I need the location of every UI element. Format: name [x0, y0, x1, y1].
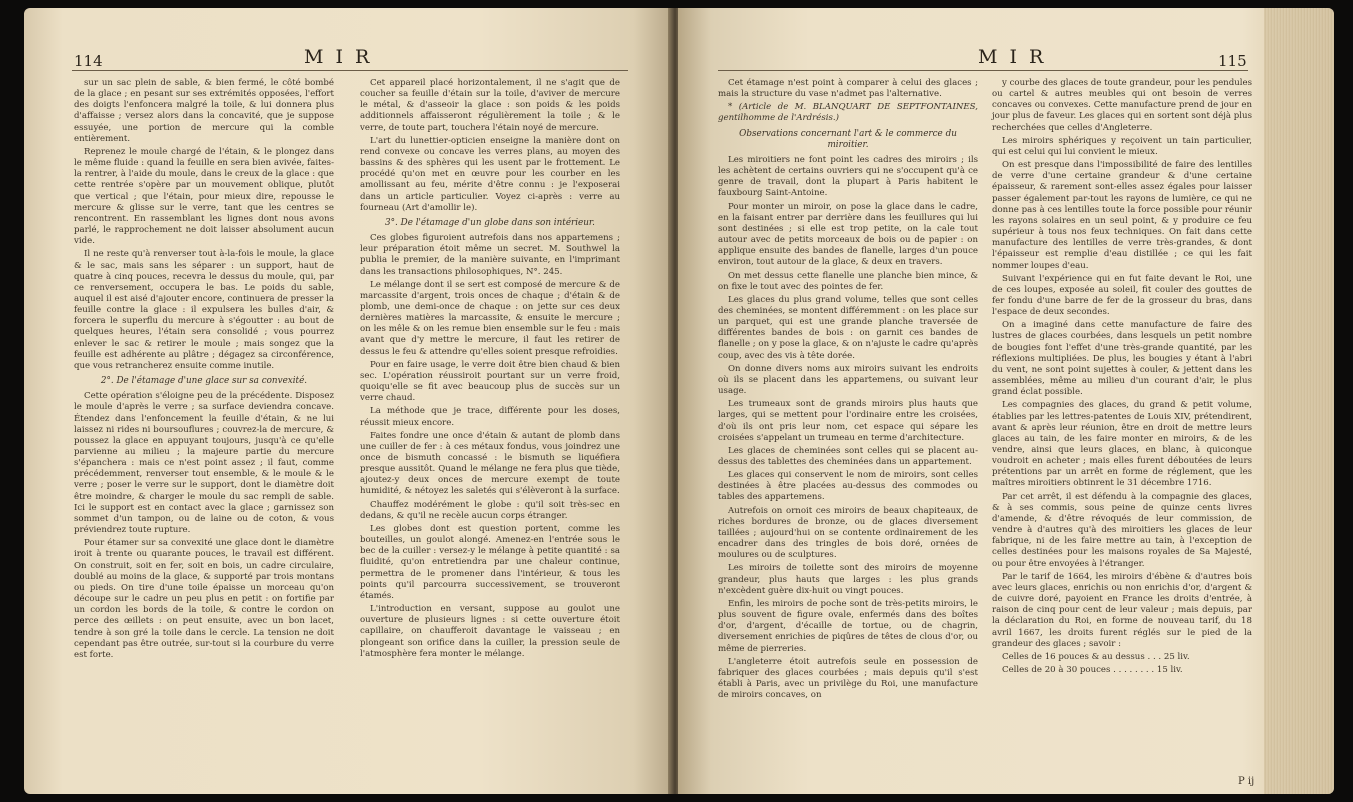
- paragraph: L'art du lunettier-opticien enseigne la manière dont on rend convexe ou concave les verres plans, au moyen des bassins & des sphères qui les usent par le frottement. Le procédé qu'on met en œuvre pour les courber en les amollissant au feu, mérite d'être connu : je l'exposerai dans un article particulier. Voyez ci-après : verre au fourneau (Art d'amollir le).: [360, 135, 620, 213]
- left-head-rule: [72, 70, 628, 71]
- paragraph: Chauffez modérément le globe : qu'il soit très-sec en dedans, & qu'il ne recèle aucun corps étranger.: [360, 499, 620, 521]
- paragraph: La méthode que je trace, différente pour les doses, réussit mieux encore.: [360, 406, 620, 428]
- section-heading: 2°. De l'étamage d'une glace sur sa convexité.: [100, 376, 308, 387]
- left-column-1: [74, 78, 334, 663]
- paragraph: Suivant l'expérience qui en fut faite devant le Roi, une de ces loupes, exposée au soleil, fit couler des gouttes de fer fondu d'une barre de fer de la grosseur du bras, dans l'espace de deux secondes.: [992, 273, 1252, 318]
- paragraph: Il ne reste qu'à renverser tout à-la-fois le moule, la glace & le sac, mais sans les séparer : un support, haut de quatre à cinq pouces, recevra le dessus du moule, qui, par ce renversement, occupera le bas. Le poids du sable, auquel il est aisé d'ajouter encore, continuera de presser la feuille contre la glace : il expulsera les bulles d'air, & forcera le superflu du mercure à s'égoutter : au bout de quelques heures, l'étain sera consolidé ; vous pourrez enlever le sac & retirer le moule ; mais songez que la feuille est adhérente au plâtre ; dégagez sa circonférence, que vous retrancherez ensuite comme inutile.: [74, 249, 334, 371]
- section-heading: Observations concernant l'art & le commerce du miroitier.: [739, 128, 957, 150]
- paragraph: Cet étamage n'est point à comparer à celui des glaces ; mais la structure du vase n'admet pas l'alternative.: [718, 78, 978, 100]
- paragraph: L'introduction en versant, suppose au goulot une ouverture de plusieurs lignes : si cette ouverture étoit capillaire, on chaufferoit davantage le vaisseau ; en plongeant son orifice dans la cuiller, la pression seule de l'atmosphère fera monter le mélange.: [360, 604, 620, 659]
- left-column-2: [360, 78, 620, 662]
- signature-mark: P ij: [1238, 776, 1255, 787]
- right-head-rule: [718, 70, 1248, 71]
- paragraph: Par cet arrêt, il est défendu à la compagnie des glaces, & à ses commis, sous peine de quinze cents livres d'amende, & d'être révoqués de leur commission, de vendre à d'autres qu'à des miroitiers les glaces de leur fabrique, ni de les faire mettre au tain, à l'exception de celles destinées pour les maisons royales de Sa Majesté, ou pour être envoyées à l'étranger.: [992, 491, 1252, 569]
- paragraph: sur un sac plein de sable, & bien fermé, le côté bombé de la glace ; en pesant sur ses extrémités opposées, l'effort des doigts l'enfoncera malgré la toile, & lui donnera plus d'affaisse ; versez alors dans la concavité, que je suppose essuyée, une portion de mercure qui la comble entièrement.: [74, 78, 334, 144]
- paragraph: Les miroirs de toilette sont des miroirs de moyenne grandeur, plus hauts que larges : les plus grands n'excèdent guère dix-huit ou vingt pouces.: [718, 563, 978, 596]
- right-running-head: M I R: [978, 46, 1047, 68]
- paragraph: On a imaginé dans cette manufacture de faire des lustres de glaces courbées, dans lesquels un petit nombre de bougies font l'effet d'une très-grande quantité, par les réflexions multipliées. De plus, les bougies y étant à l'abri du vent, ne sont point sujettes à couler, & jettent dans les assemblées, même au milieu d'un courant d'air, le plus grand éclat possible.: [992, 320, 1252, 398]
- paragraph: Reprenez le moule chargé de l'étain, & le plongez dans le même fluide : quand la feuille en sera bien avivée, faites-la rentrer, à l'aide du moule, dans le creux de la glace : que cette rentrée s'opère par un mouvement oblique, plutôt que vertical ; que l'étain, pour mieux dire, repousse le mercure & glisse sur le verre, tant que les centres se rencontrent. En rassemblant les lignes dont nous avons parlé, le rapprochement ne doit laisser absolument aucun vide.: [74, 146, 334, 247]
- paragraph: Les glaces de cheminées sont celles qui se placent au-dessus des tablettes des cheminées dans un appartement.: [718, 445, 978, 467]
- right-folio: 115: [1218, 52, 1247, 70]
- left-page: [24, 8, 672, 794]
- paragraph: Par le tarif de 1664, les miroirs d'ébène & d'autres bois avec leurs glaces, enrichis ou non enrichis d'or, d'argent & de cuivre doré, payoient en France les droits d'entrée, à raison de cinq pour cent de leur valeur ; mais depuis, par la déclaration du Roi, en forme de nouveau tarif, du 18 avril 1667, les droits furent réglés sur le pied de la grandeur des glaces ; savoir :: [992, 571, 1252, 649]
- paragraph: Faites fondre une once d'étain & autant de plomb dans une cuiller de fer : à ces métaux fondus, vous joindrez une once de bismuth concassé : le bismuth se liquéfiera presque aussitôt. Quand le mélange ne fera plus que tiède, ajoutez-y deux onces de mercure exempt de toute humidité, & nétoyez les saletés qui s'élèveront à la surface.: [360, 430, 620, 497]
- paragraph: Les miroitiers ne font point les cadres des miroirs ; ils les achètent de certains ouvriers qui ne s'occupent qu'à ce genre de travail, dont la plupart à Paris habitent le fauxbourg Saint-Antoine.: [718, 154, 978, 199]
- paragraph: Cette opération s'éloigne peu de la précédente. Disposez le moule d'après le verre ; sa surface deviendra concave. Étendez dans l'enfoncement la feuille d'étain, & ne lui laissez ni rides ni boursouflures ; couvrez-la de mercure, & poussez la glace en appuyant toujours, jusqu'à ce qu'elle parvienne au milieu ; la majeure partie du mercure s'épanchera : mais ce n'est point assez ; il faut, comme précédemment, renverser tout ensemble, & le moule & le verre ; poser le verre sur le support, dont le diamètre doit être moindre, & charger le moule du sac rempli de sable. Ici le support est en contact avec la glace ; garnissez son sommet d'un tampon, ou de laine ou de coton, & vous préviendrez toute rupture.: [74, 391, 334, 536]
- right-page: [678, 8, 1334, 794]
- paragraph: Cet appareil placé horizontalement, il ne s'agit que de coucher sa feuille d'étain sur la toile, d'aviver de mercure le métal, & d'asseoir la glace : son poids & les poids additionnels affaisseront régulièrement la toile ; & le verre, de toute part, touchera l'étain noyé de mercure.: [360, 78, 620, 133]
- section-heading: 3°. De l'étamage d'un globe dans son intérieur.: [385, 217, 595, 228]
- attribution: * (Article de M. BLANQUART DE SEPTFONTAINES, gentilhomme de l'Ardrésis.): [718, 102, 978, 124]
- right-column-1: [718, 78, 978, 703]
- tariff-line: Celles de 16 pouces & au dessus . . . 25 liv.: [1002, 651, 1190, 662]
- paragraph: Les glaces du plus grand volume, telles que sont celles des cheminées, se montent différemment : on les place sur un parquet, qui est une grande planche traversée de différentes bandes de bois : on garnit ces bandes de flanelle ; on y pose la glace, & on n'ajuste le cadre qu'après coup, avec des vis à tête dorée.: [718, 294, 978, 361]
- paragraph: On donne divers noms aux miroirs suivant les endroits où ils se placent dans les appartemens, ou suivant leur usage.: [718, 363, 978, 397]
- paragraph: Pour en faire usage, le verre doit être bien chaud & bien sec. L'opération réussiroit pourtant sur un verre froid, quoiqu'elle se fit avec beaucoup plus de succès sur un verre chaud.: [360, 359, 620, 404]
- paragraph: On est presque dans l'impossibilité de faire des lentilles de verre d'une certaine grandeur & d'une certaine épaisseur, & rarement sont-elles assez égales pour laisser passer également par-tout les rayons de lumière, ce qui ne donne pas à ces lentilles toute la force possible pour réunir les rayons solaires en un seul point, & y produire ce feu supérieur à tous nos feux techniques. On fait dans cette manufacture des lentilles de verre très-grandes, & dont l'épaisseur est remplie d'eau distillée ; ce qui les fait nommer loupes d'eau.: [992, 160, 1252, 271]
- paragraph: Enfin, les miroirs de poche sont de très-petits miroirs, le plus souvent de figure ovale, enfermés dans des boîtes d'or, d'argent, d'écaille de tortue, ou de chagrin, diversement enrichies de piqûres de têtes de clous d'or, ou même de pierreries.: [718, 598, 978, 654]
- tariff-line: Celles de 20 à 30 pouces . . . . . . . . 15 liv.: [1002, 664, 1183, 675]
- right-column-2: [992, 78, 1252, 678]
- paragraph: Pour étamer sur sa convexité une glace dont le diamètre iroit à trente ou quarante pouces, le travail est différent. On construit, soit en fer, soit en bois, un cadre circulaire, doublé au moins de la glace, & supporté par trois montans ou pieds. On tire d'une toile épaisse un morceau qu'on découpe sur le cadre un peu plus en petit : on fortifie par un cordon les bords de la toile, & contre le cordon on perce des œillets : on peut ensuite, avec un bon lacet, tendre à son gré la toile dans le cercle. La tension ne doit cependant pas être outrée, sur-tout si la courbure du verre est forte.: [74, 538, 334, 660]
- left-running-head: M I R: [304, 46, 373, 68]
- paragraph: Les globes dont est question portent, comme les bouteilles, un goulot alongé. Amenez-en l'entrée sous le bec de la cuiller : versez-y le mélange à petite quantité : sa fluidité, qu'on entretiendra par une chaleur continue, permettra de le promener dans l'intérieur, & tous les points qu'il parcourra successivement, se trouveront étamés.: [360, 523, 620, 601]
- paragraph: Les compagnies des glaces, du grand & petit volume, établies par les lettres-patentes de Louis XIV, prétendirent, avant & après leur réunion, être en droit de mettre leurs glaces au tain, de les faire monter en miroirs, & de les vendre, ainsi que leurs glaces, en blanc, à quiconque voudroit en acheter ; mais elles furent déboutées de leurs prétentions par un arrêt en forme de réglement, que les maîtres miroitiers obtinrent le 31 décembre 1716.: [992, 400, 1252, 489]
- open-book: [24, 8, 1334, 794]
- paragraph: Pour monter un miroir, on pose la glace dans le cadre, en la faisant entrer par derrière dans les feuillures qui lui sont destinées ; si elle est trop petite, on la cale tout autour avec de petits morceaux de bois ou de papier : on applique ensuite des bandes de flanelle, larges d'un pouce environ, tout autour de la glace, & deux en travers.: [718, 201, 978, 268]
- paragraph: Le mélange dont il se sert est composé de mercure & de marcassite d'argent, trois onces de chaque ; d'étain & de plomb, une demi-once de chaque : on jette sur ces deux dernières matières la marcassite, & ensuite le mercure ; on les mêle & on les remue bien ensemble sur le feu : mais avant que d'y mettre le mercure, il faut les retirer de dessus le feu & attendre qu'elles soient presque refroidies.: [360, 279, 620, 357]
- paragraph: Ces globes figuroient autrefois dans nos appartemens ; leur préparation étoit même un secret. M. Southwel la publia le premier, de la manière suivante, en l'imprimant dans les transactions philosophiques, N°. 245.: [360, 233, 620, 277]
- left-folio: 114: [74, 52, 103, 70]
- paragraph: L'angleterre étoit autrefois seule en possession de fabriquer des glaces courbées ; mais depuis qu'il s'est établi à Paris, avec un privilège du Roi, une manufacture de miroirs concaves, on: [718, 656, 978, 701]
- paragraph: y courbe des glaces de toute grandeur, pour les pendules ou cartel & autres meubles qui ont besoin de verres concaves ou convexes. Cette manufacture prend de jour en jour plus de faveur. Les glaces qui en sortent sont déjà plus recherchées que celles d'Angleterre.: [992, 78, 1252, 133]
- page-block-edge: [1264, 8, 1334, 794]
- paragraph: Autrefois on ornoit ces miroirs de beaux chapiteaux, de riches bordures de bronze, ou de glaces diversement taillées ; aujourd'hui on se contente ordinairement de les encadrer dans des tringles de bois doré, ornées de moulures ou de sculptures.: [718, 505, 978, 561]
- paragraph: Les miroirs sphériques y reçoivent un tain particulier, qui est celui qui lui convient le mieux.: [992, 135, 1252, 157]
- paragraph: Les trumeaux sont de grands miroirs plus hauts que larges, qui se mettent pour l'ordinaire entre les croisées, d'où ils ont pris leur nom, cet espace qui sépare les croisées s'appelant un trumeau en terme d'architecture.: [718, 399, 978, 443]
- paragraph: Les glaces qui conservent le nom de miroirs, sont celles destinées à être placées au-dessus des commodes ou tables des appartemens.: [718, 470, 978, 503]
- paragraph: On met dessus cette flanelle une planche bien mince, & on fixe le tout avec des pointes de fer.: [718, 270, 978, 292]
